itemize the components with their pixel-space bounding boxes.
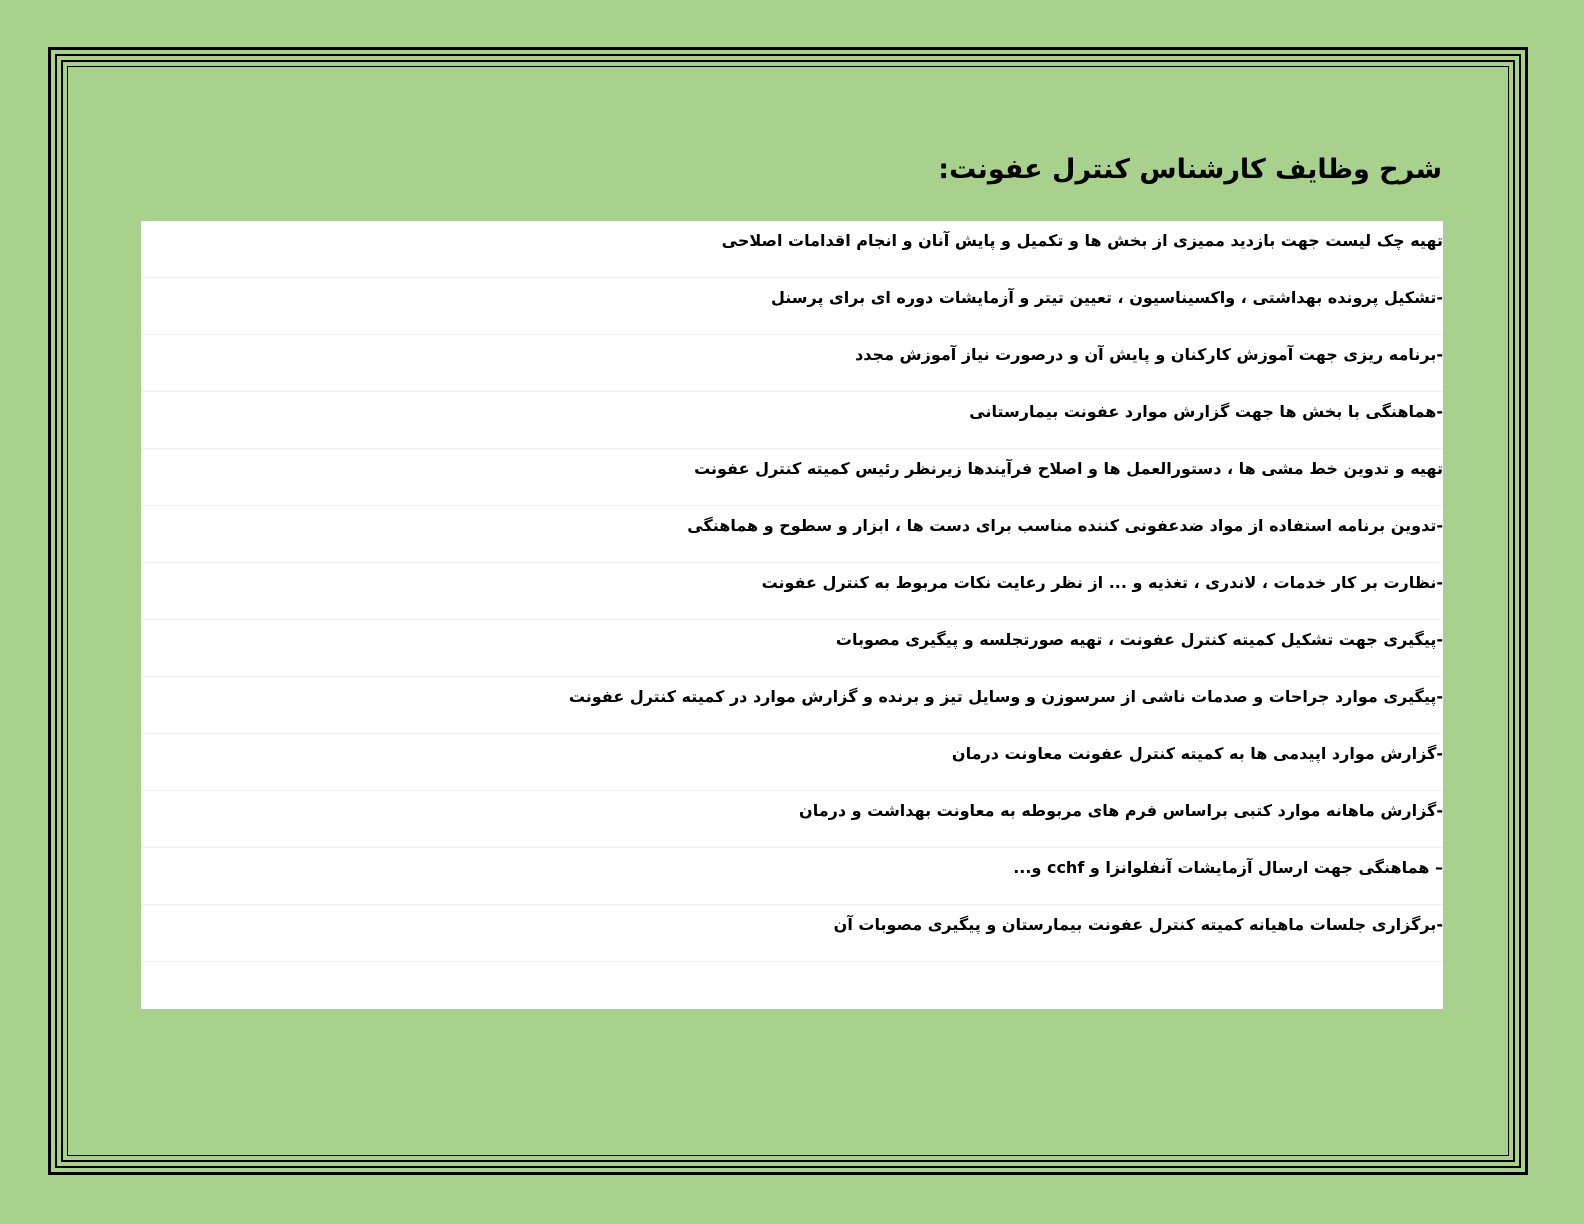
duty-item: تهیه چک لیست جهت بازدید ممیزی از بخش ها و تکمیل و پایش آنان و انجام اقدامات اصلاحی [141,221,1443,278]
duty-item: -برنامه ریزی جهت آموزش کارکنان و پایش آن و درصورت نیاز آموزش مجدد [141,335,1443,392]
duty-item: تهیه و تدوین خط مشی ها ، دستورالعمل ها و اصلاح فرآیندها زیرنظر رئیس کمیته کنترل عفونت [141,449,1443,506]
duty-item: -نظارت بر کار خدمات ، لاندری ، تغذیه و ... از نظر رعایت نکات مربوط به کنترل عفونت [141,563,1443,620]
page-title: شرح وظایف کارشناس کنترل عفونت: [938,154,1442,185]
duty-item: – هماهنگی جهت ارسال آزمایشات آنفلوانزا و cchf و... [141,848,1443,905]
duty-item: -پیگیری جهت تشکیل کمیته کنترل عفونت ، تهیه صورتجلسه و پیگیری مصوبات [141,620,1443,677]
duty-item: -پیگیری موارد جراحات و صدمات ناشی از سرسوزن و وسایل تیز و برنده و گزارش موارد در کمیته کنترل عفونت [141,677,1443,734]
duties-list [141,221,1443,1009]
duty-item: -تشکیل پرونده بهداشتی ، واکسیناسیون ، تعیین تیتر و آزمایشات دوره ای برای پرسنل [141,278,1443,335]
duty-item: -تدوین برنامه استفاده از مواد ضدعفونی کننده مناسب برای دست ها ، ابزار و سطوح و هماهنگی [141,506,1443,563]
duty-item: -گزارش موارد اپیدمی ها به کمیته کنترل عفونت معاونت درمان [141,734,1443,791]
duty-item: -برگزاری جلسات ماهیانه کمیته کنترل عفونت بیمارستان و پیگیری مصوبات آن [141,905,1443,962]
duty-item: -هماهنگی با بخش ها جهت گزارش موارد عفونت بیمارستانی [141,392,1443,449]
duty-item: -گزارش ماهانه موارد کتبی براساس فرم های مربوطه به معاونت بهداشت و درمان [141,791,1443,848]
